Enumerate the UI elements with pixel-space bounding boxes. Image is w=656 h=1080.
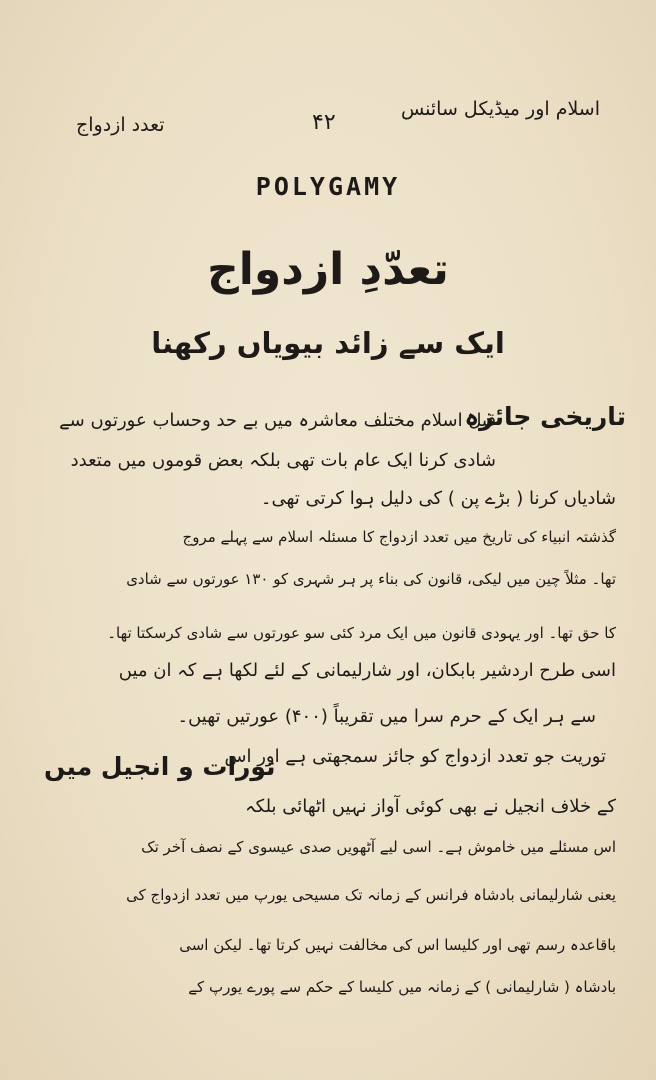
page-number: ۴۲ [312,110,336,135]
text-line: کے خلاف انجیل نے بھی کوئی آواز نہیں اٹھائی بلکہ [245,796,616,817]
text-line: شادیاں کرنا ( بڑے پن ) کی دلیل ہوا کرتی تھی۔ [260,488,616,509]
text-line: شادی کرنا ایک عام بات تھی بلکہ بعض قوموں میں متعدد [70,450,496,471]
text-line: اسی طرح اردشیر بابکان، اور شارلیمانی کے لئے لکھا ہے کہ ان میں [118,660,616,681]
text-line: بادشاہ ( شارلیمانی ) کے زمانہ میں کلیسا کے حکم سے پورے یورپ کے [188,978,616,996]
english-title: POLYGAMY [255,172,401,201]
chapter-title: تعدّدِ ازدواج [207,244,449,295]
text-line: اس مسئلے میں خاموش ہے۔ اسی لیے آٹھویں صدی عیسوی کے نصف آخر تک [141,838,616,856]
text-line: توریت جو تعدد ازدواج کو جائز سمجھتی ہے اور اس [224,746,606,767]
text-line: باقاعدہ رسم تھی اور کلیسا اس کی مخالفت نہیں کرتا تھا۔ لیکن اسی [179,936,616,954]
text-line: تھا۔ مثلاً چین میں لیکی، قانون کی بناء پر ہر شہری کو ۱۳۰ عورتوں سے شادی [126,570,616,588]
chapter-subtitle: ایک سے زائد بیویاں رکھنا [151,326,505,360]
running-title-right: اسلام اور میڈیکل سائنس [400,98,600,120]
text-line: یعنی شارلیمانی بادشاہ فرانس کے زمانہ تک مسیحی یورپ میں تعدد ازدواج کی [126,886,616,904]
text-line: قبل اسلام مختلف معاشرہ میں بے حد وحساب عورتوں سے [59,410,496,431]
text-line: گذشتہ انبیاء کی تاریخ میں تعدد ازدواج کا مسئلہ اسلام سے پہلے مروج [182,528,616,546]
section-heading-torah-gospel: تورات و انجیل میں [44,752,276,781]
text-line: کا حق تھا۔ اور یہودی قانون میں ایک مرد کئی سو عورتوں سے شادی کرسکتا تھا۔ [107,624,616,642]
running-title-left: تعدد ازدواج [76,114,165,136]
page-header [40,92,616,142]
text-line: سے ہر ایک کے حرم سرا میں تقریباً (۴۰۰) عورتیں تھیں۔ [177,706,596,727]
section-heading-history: تاریخی جائزہ [464,402,626,431]
